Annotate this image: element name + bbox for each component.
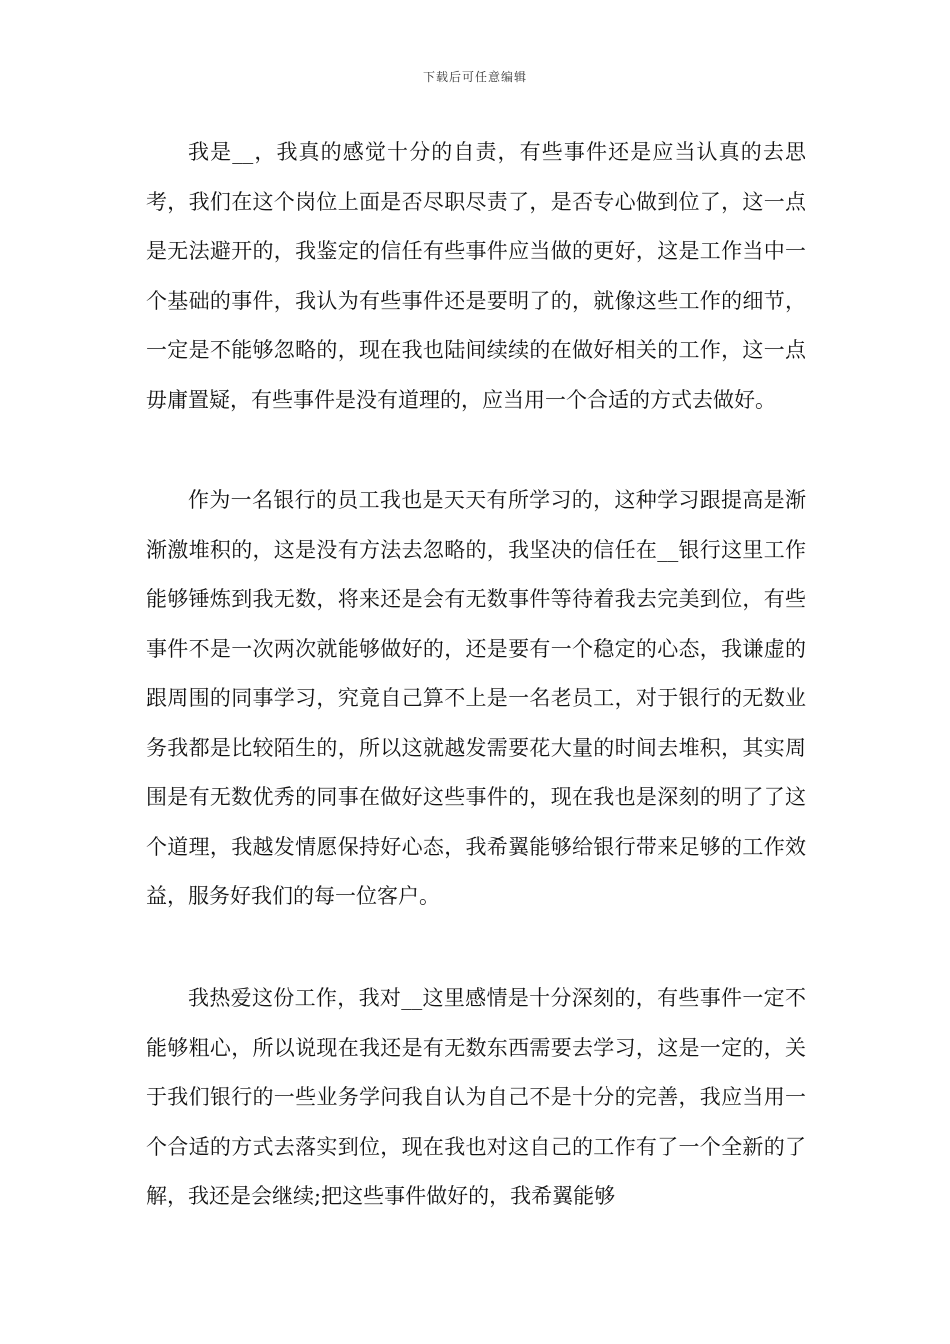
paragraph-1: 我是__，我真的感觉十分的自责，有些事件还是应当认真的去思考，我们在这个岗位上面是否尽职尽责了，是否专心做到位了，这一点是无法避开的，我鉴定的信任有些事件应当做的更好，这是工作当中一个基础的事件，我认为有些事件还是要明了的，就像这些工作的细节，一定是不能够忽略的，现在我也陆间续续的在做好相关的工作，这一点毋庸置疑，有些事件是没有道理的，应当用一个合适的方式去做好。: [146, 140, 806, 412]
paragraph-3: 我热爱这份工作，我对__这里感情是十分深刻的，有些事件一定不能够粗心，所以说现在我还是有无数东西需要去学习，这是一定的，关于我们银行的一些业务学问我自认为自己不是十分的完善，我应当用一个合适的方式去落实到位，现在我也对这自己的工作有了一个全新的了解，我还是会继续;把这些事件做好的，我希翼能够: [146, 986, 806, 1208]
paragraph-2: 作为一名银行的员工我也是天天有所学习的，这种学习跟提高是渐渐激堆积的，这是没有方法去忽略的，我坚决的信任在__银行这里工作能够锤炼到我无数，将来还是会有无数事件等待着我去完美到位，有些事件不是一次两次就能够做好的，还是要有一个稳定的心态，我谦虚的跟周围的同事学习，究竟自己算不上是一名老员工，对于银行的无数业务我都是比较陌生的，所以这就越发需要花大量的时间去堆积，其实周围是有无数优秀的同事在做好这些事件的，现在我也是深刻的明了了这个道理，我越发情愿保持好心态，我希翼能够给银行带来足够的工作效益，服务好我们的每一位客户。: [146, 488, 806, 908]
page-header: 下载后可任意编辑: [422, 70, 527, 84]
